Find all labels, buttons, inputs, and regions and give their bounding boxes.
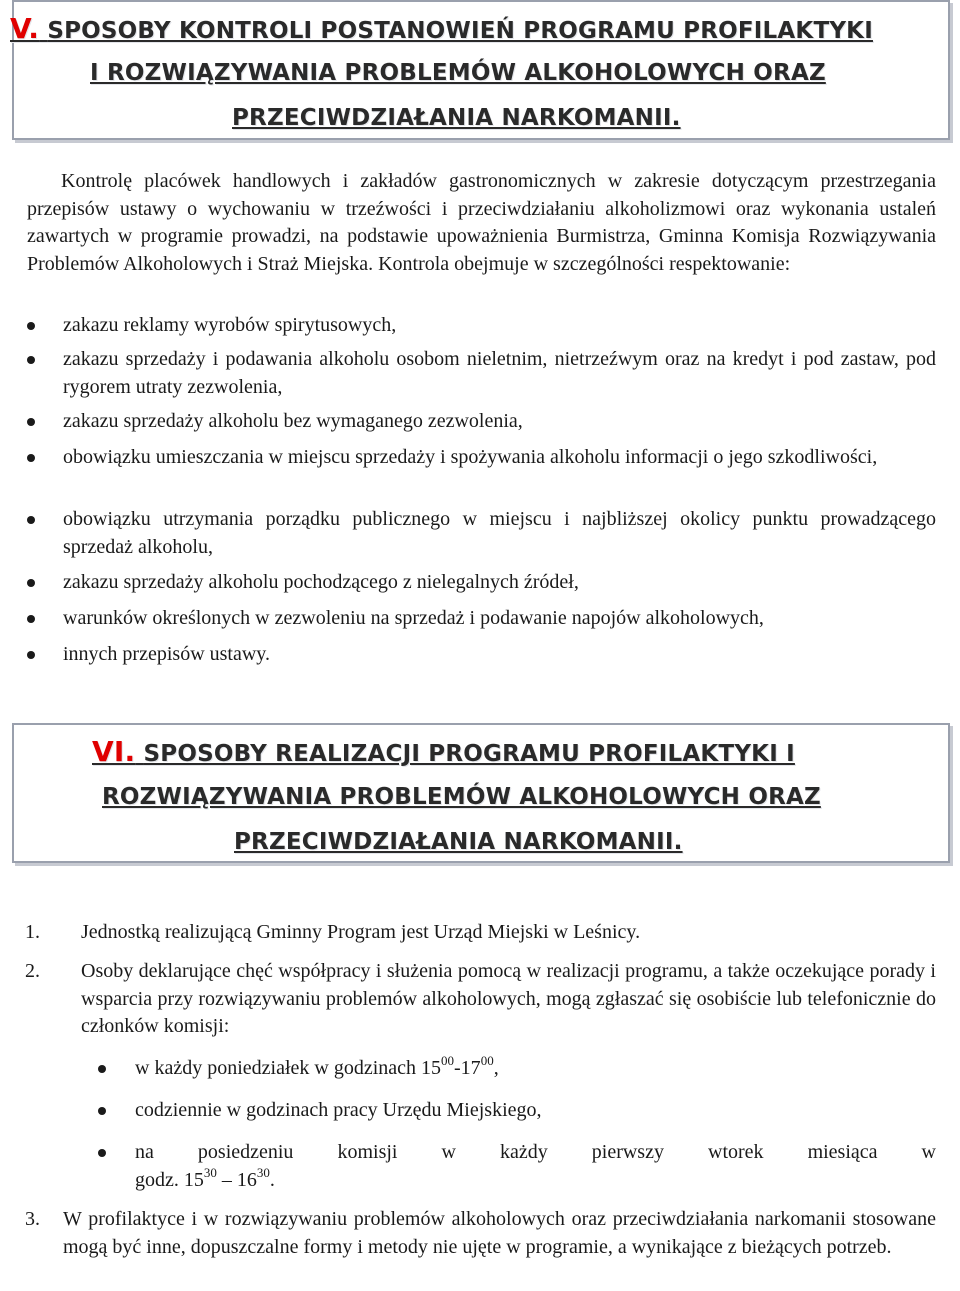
section-5-heading-line1: V. SPOSOBY KONTROLI POSTANOWIEŃ PROGRAMU PROFILAKTYKI: [10, 12, 873, 45]
section-6-number: VI.: [92, 735, 136, 768]
bullet-icon: [27, 516, 35, 524]
bullet-icon: [27, 356, 35, 364]
section-5-intro: Kontrolę placówek handlowych i zakładów gastronomicznych w zakresie dotyczącym przestrzegania przepisów ustawy o wychowaniu w trzeźwości i przeciwdziałaniu alkoholizmowi oraz wykonania ustaleń zawartych w programie prowadzi, na podstawie upoważnienia Burmistrza, Gminna Komisja Rozwiązywania Problemów Alkoholowych i Straż Miejska. Kontrola obejmuje w szczególności respektowanie:: [27, 170, 936, 276]
bullet-icon: [27, 579, 35, 587]
bullet-icon: [27, 418, 35, 426]
section-5-heading-line3: PRZECIWDZIAŁANIA NARKOMANII.: [232, 105, 681, 131]
section-6-heading-line1: VI. SPOSOBY REALIZACJI PROGRAMU PROFILAKTYKI I: [92, 735, 795, 768]
bullet-icon: [27, 615, 35, 623]
section-6-heading-line2: ROZWIĄZYWANIA PROBLEMÓW ALKOHOLOWYCH ORAZ: [102, 784, 821, 810]
section-5-number: V.: [10, 12, 40, 45]
section-5-heading-line2: I ROZWIĄZYWANIA PROBLEMÓW ALKOHOLOWYCH ORAZ: [90, 60, 826, 86]
bullet-icon: [27, 651, 35, 659]
bullet-icon: [98, 1065, 106, 1073]
bullet-icon: [98, 1107, 106, 1115]
bullet-icon: [27, 322, 35, 330]
section-6-heading-line3: PRZECIWDZIAŁANIA NARKOMANII.: [234, 829, 683, 855]
bullet-icon: [98, 1149, 106, 1157]
bullet-icon: [27, 454, 35, 462]
